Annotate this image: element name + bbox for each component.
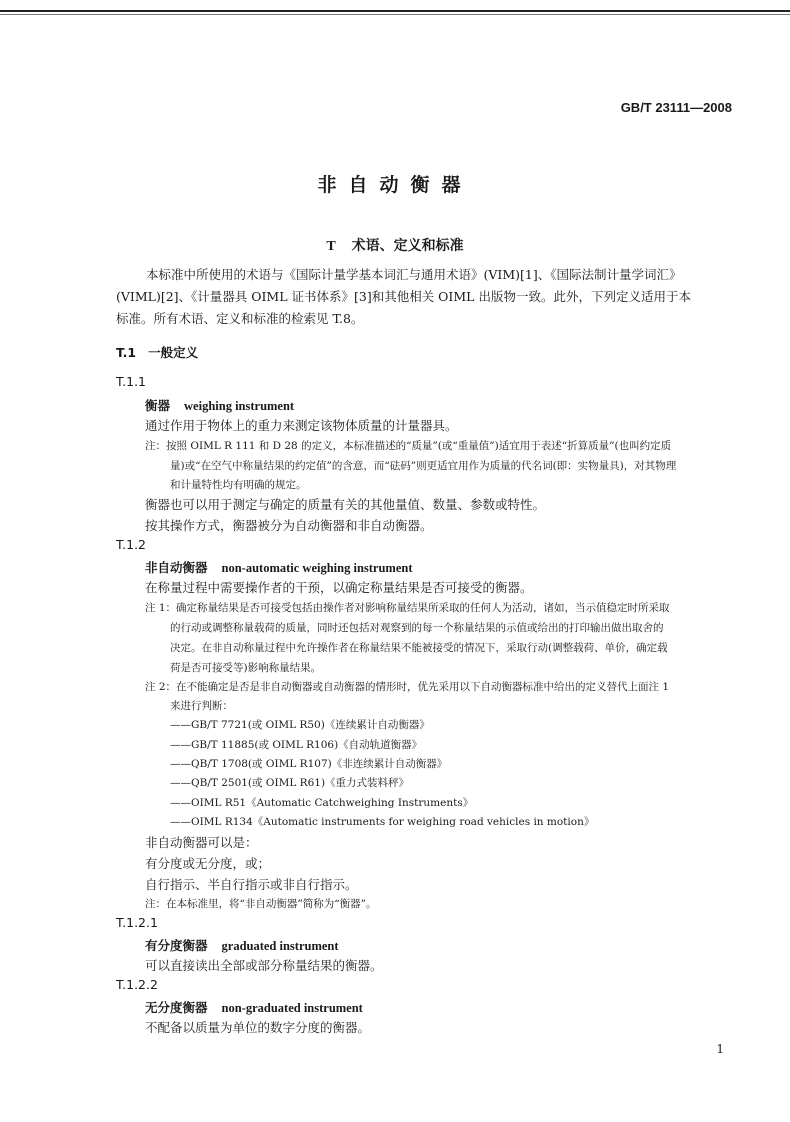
annex-number: T [326, 239, 336, 254]
body-line: 按其操作方式，衡器被分为自动衡器和非自动衡器。 [145, 518, 433, 533]
term-non-graduated [145, 998, 363, 1016]
note-line: 注 2：在不能确定是否是非自动衡器或自动衡器的情形时，优先采用以下自动衡器标准中给出的定义替代上面注 1 [145, 681, 670, 693]
term-zh: 无分度衡器 [145, 1000, 208, 1015]
section-t11-number: T.1.1 [116, 374, 147, 389]
standard-number: GB/T 23111—2008 [620, 100, 732, 115]
term-zh: 衡器 [145, 398, 171, 413]
note-line: 荷是否可接受等)影响称量结果。 [170, 662, 322, 674]
term-zh: 有分度衡器 [145, 938, 208, 953]
section-t1-heading [116, 343, 198, 361]
body-line: 自行指示、半自行指示或非自行指示。 [145, 877, 358, 892]
term-en: non-graduated instrument [221, 1001, 363, 1015]
section-t121-number: T.1.2.1 [116, 915, 158, 930]
term-non-automatic [145, 558, 413, 576]
page-number: 1 [716, 1042, 724, 1056]
intro-line: 本标准中所使用的术语与《国际计量学基本词汇与通用术语》(VIM)[1]、《国际法制计量学词汇》 [146, 267, 682, 282]
header-rule-thin [0, 14, 790, 15]
intro-line: (VIML)[2]、《计量器具 OIML 证书体系》[3]和其他相关 OIML 出版物一致。此外，下列定义适用于本 [116, 289, 691, 304]
term-en: weighing instrument [184, 399, 295, 413]
note-line: 的行动或调整称量载荷的质量，同时还包括对观察到的每一个称量结果的示值或给出的打印输出做出取舍的 [170, 622, 664, 634]
note-line: 量)或“在空气中称量结果的约定值”的含意，而“砝码”则更适宜用作为质量的代名词(即：实物量具)，对其物理 [170, 460, 677, 472]
term-definition: 可以直接读出全部或部分称量结果的衡器。 [145, 958, 383, 973]
note-line: 注 1：确定称量结果是否可接受包括由操作者对影响称量结果所采取的任何人为活动，诸如，当示值稳定时所采取 [145, 602, 670, 614]
section-t12-number: T.1.2 [116, 537, 147, 552]
reference-item: ——OIML R51《Automatic Catchweighing Instruments》 [170, 797, 474, 809]
reference-item: ——QB/T 2501(或 OIML R61)《重力式装料秤》 [170, 777, 410, 789]
header-rule [0, 10, 790, 12]
body-line: 有分度或无分度，或； [145, 856, 271, 871]
term-weighing-instrument [145, 396, 294, 414]
note-line: 和计量特性均有明确的规定。 [170, 479, 307, 491]
reference-item: ——GB/T 11885(或 OIML R106)《自动轨道衡器》 [170, 739, 423, 751]
annex-heading [0, 235, 790, 255]
document-title: 非自动衡器 [317, 174, 473, 196]
note-line: 决定。在非自动称量过程中允许操作者在称量结果不能被接受的情况下，采取行动(调整载荷、单价，确定载 [170, 642, 668, 654]
note-line: 来进行判断： [170, 700, 233, 712]
reference-item: ——OIML R134《Automatic instruments for weighing road vehicles in motion》 [170, 816, 595, 828]
annex-title: 术语、定义和标准 [351, 238, 464, 254]
body-line: 非自动衡器可以是： [145, 835, 258, 850]
reference-item: ——GB/T 7721(或 OIML R50)《连续累计自动衡器》 [170, 719, 430, 731]
section-number: T.1 [116, 345, 137, 360]
intro-line: 标准。所有术语、定义和标准的检索见 T.8。 [116, 311, 364, 326]
note-line: 注：按照 OIML R 111 和 D 28 的定义，本标准描述的“质量”(或“重量值”)适宜用于表述“折算质量”(也叫约定质 [145, 440, 672, 452]
term-en: graduated instrument [221, 939, 339, 953]
term-en: non-automatic weighing instrument [221, 561, 413, 575]
term-zh: 非自动衡器 [145, 560, 208, 575]
intro-paragraph [116, 264, 736, 330]
term-graduated [145, 936, 339, 954]
note-line: 注：在本标准里，将“非自动衡器”简称为“衡器”。 [145, 898, 377, 910]
body-line: 衡器也可以用于测定与确定的质量有关的其他量值、数量、参数或特性。 [145, 497, 546, 512]
term-definition: 在称量过程中需要操作者的干预，以确定称量结果是否可接受的衡器。 [145, 580, 533, 595]
reference-item: ——QB/T 1708(或 OIML R107)《非连续累计自动衡器》 [170, 758, 448, 770]
term-definition: 不配备以质量为单位的数字分度的衡器。 [145, 1020, 371, 1035]
term-definition: 通过作用于物体上的重力来测定该物体质量的计量器具。 [145, 418, 458, 433]
section-t122-number: T.1.2.2 [116, 977, 158, 992]
section-title: 一般定义 [148, 345, 199, 360]
